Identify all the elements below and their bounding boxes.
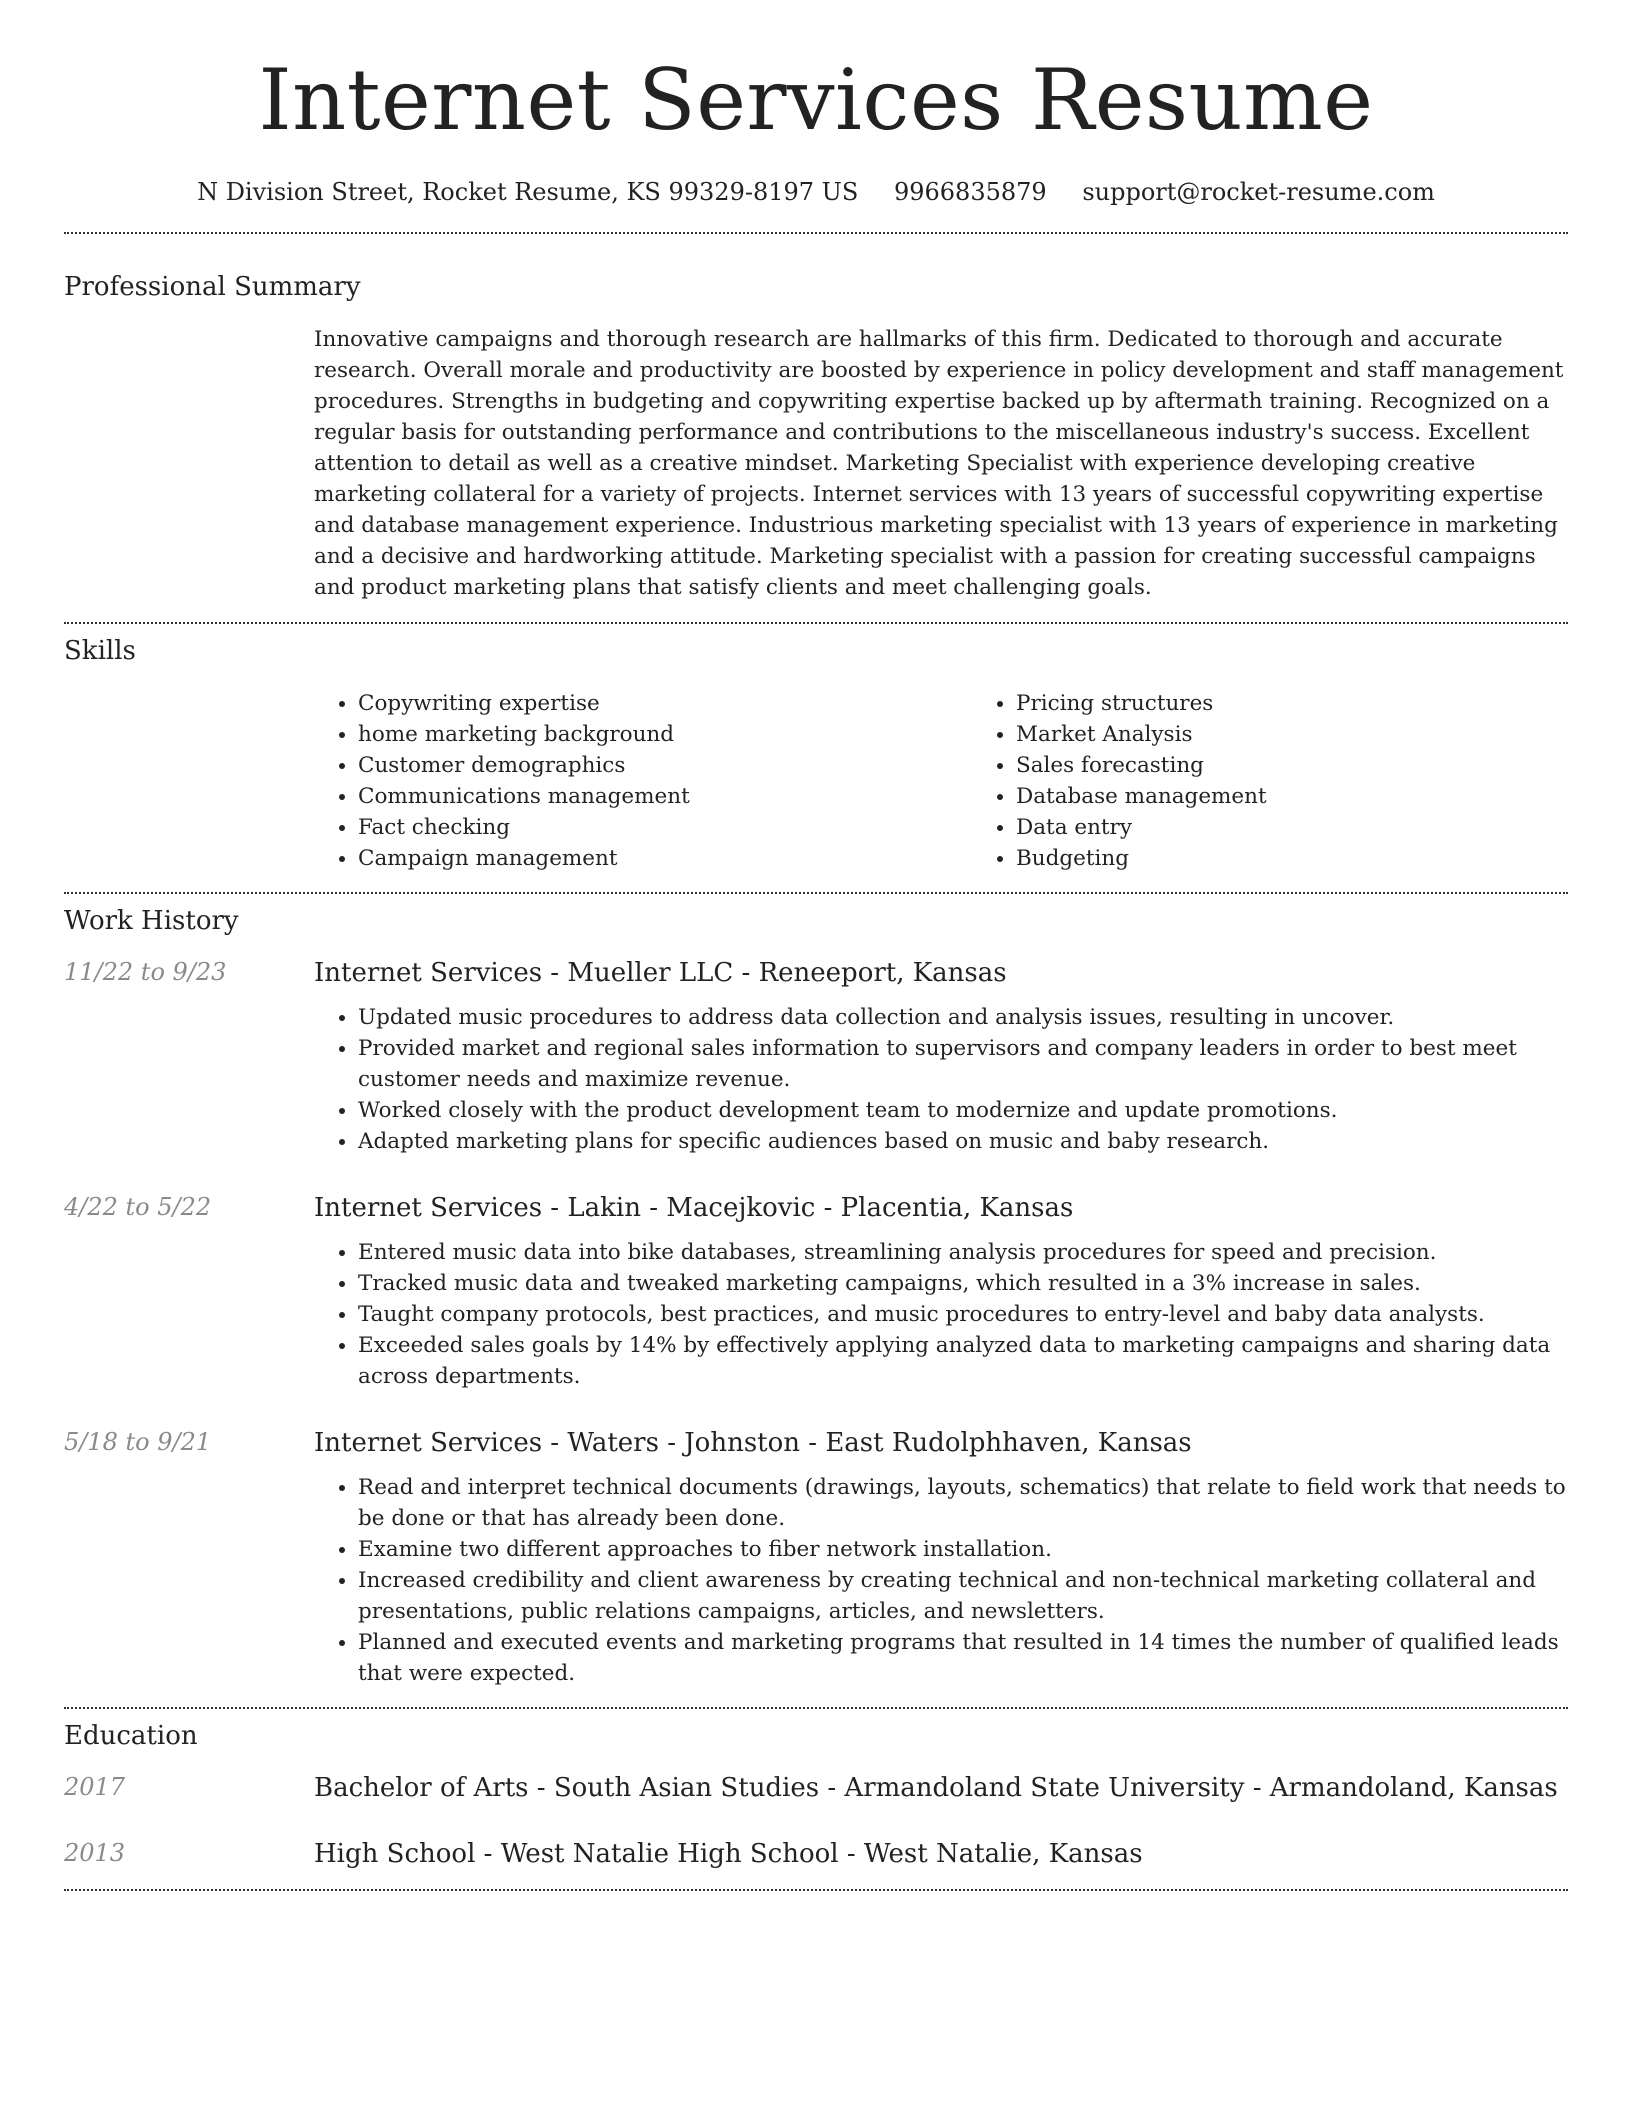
education-entry <box>64 1771 1568 1805</box>
email: support@rocket-resume.com <box>1082 178 1435 206</box>
summary-text: Innovative campaigns and thorough research are hallmarks of this firm. Dedicated to thorough and accurate research. Overall morale and productivity are boosted by experience in policy development and staff management procedures. Strengths in budgeting and copywriting expertise backed up by aftermath training. Recognized on a regular basis for outstanding performance and contributions to the miscellaneous industry's success. Excellent attention to detail as well as a creative mindset. Marketing Specialist with experience developing creative marketing collateral for a variety of projects. Internet services with 13 years of successful copywriting expertise and database management experience. Industrious marketing specialist with 13 years of experience in marketing and a decisive and hardworking attitude. Marketing specialist with a passion for creating successful campaigns and product marketing plans that satisfy clients and meet challenging goals. <box>314 327 1564 600</box>
education-year: 2013 <box>64 1839 126 1867</box>
summary-section <box>64 234 1568 603</box>
job-bullet: • Read and interpret technical documents (drawings, layouts, schematics) that relate to field work that needs to be done or that has already been done. <box>358 1472 1568 1534</box>
job-entry <box>64 956 1568 1157</box>
work-section <box>64 894 1568 1689</box>
job-bullet: • Adapted marketing plans for specific audiences based on music and baby research. <box>358 1126 1568 1157</box>
job-title: Internet Services - Mueller LLC - Reneeport, Kansas <box>314 958 1007 988</box>
summary-heading: Professional Summary <box>64 272 361 302</box>
divider <box>64 1889 1568 1891</box>
education-year: 2017 <box>64 1773 126 1801</box>
job-bullet: • Provided market and regional sales information to supervisors and company leaders in order to best meet customer needs and maximize revenue. <box>358 1033 1568 1095</box>
skill-item: • Customer demographics <box>358 750 972 781</box>
job-bullet: • Planned and executed events and marketing programs that resulted in 14 times the number of qualified leads that were expected. <box>358 1627 1568 1689</box>
skill-item: • Data entry <box>1016 812 1630 843</box>
job-bullet: • Entered music data into bike databases, streamlining analysis procedures for speed and precision. <box>358 1237 1568 1268</box>
job-entry <box>64 1191 1568 1392</box>
job-details <box>314 1472 1568 1689</box>
education-entry <box>64 1837 1568 1871</box>
job-entry <box>64 1426 1568 1689</box>
job-bullet: • Examine two different approaches to fiber network installation. <box>358 1534 1568 1565</box>
education-list <box>64 1771 1568 1871</box>
skills-heading: Skills <box>64 636 136 666</box>
work-heading: Work History <box>64 906 239 936</box>
job-bullet: • Taught company protocols, best practices, and music procedures to entry-level and baby data analysts. <box>358 1299 1568 1330</box>
spacer <box>64 1237 314 1392</box>
skill-item: • Copywriting expertise <box>358 688 972 719</box>
education-section <box>64 1709 1568 1871</box>
job-bullet: • Updated music procedures to address data collection and analysis issues, resulting in uncover. <box>358 1002 1568 1033</box>
spacer <box>64 1002 314 1157</box>
skills-list-right <box>972 688 1630 874</box>
skills-section <box>64 624 1568 874</box>
job-header <box>64 1426 1568 1460</box>
skill-item: • Sales forecasting <box>1016 750 1630 781</box>
job-body <box>64 1472 1568 1689</box>
job-bullets <box>314 1002 1568 1157</box>
spacer <box>64 1472 314 1689</box>
resume-title: Internet Services Resume <box>258 51 1374 149</box>
job-details <box>314 1237 1568 1392</box>
education-title: High School - West Natalie High School - West Natalie, Kansas <box>314 1839 1143 1869</box>
skill-item: • Database management <box>1016 781 1630 812</box>
job-list <box>64 956 1568 1689</box>
job-dates: 5/18 to 9/21 <box>64 1428 212 1456</box>
job-title: Internet Services - Lakin - Macejkovic - Placentia, Kansas <box>314 1193 1074 1223</box>
job-bullet: • Exceeded sales goals by 14% by effectively applying analyzed data to marketing campaigns and sharing data across departments. <box>358 1330 1568 1392</box>
skill-item: • Pricing structures <box>1016 688 1630 719</box>
education-title: Bachelor of Arts - South Asian Studies - Armandoland State University - Armandoland, Kansas <box>314 1773 1558 1803</box>
job-body <box>64 1237 1568 1392</box>
job-bullet: • Worked closely with the product development team to modernize and update promotions. <box>358 1095 1568 1126</box>
phone: 9966835879 <box>893 178 1047 206</box>
job-dates: 11/22 to 9/23 <box>64 958 227 986</box>
education-heading: Education <box>64 1721 198 1751</box>
skill-item: • Budgeting <box>1016 843 1630 874</box>
contact-line <box>64 176 1568 208</box>
job-dates: 4/22 to 5/22 <box>64 1193 212 1221</box>
skill-item: • Communications management <box>358 781 972 812</box>
job-header <box>64 1191 1568 1225</box>
job-details <box>314 1002 1568 1157</box>
job-bullet: • Tracked music data and tweaked marketing campaigns, which resulted in a 3% increase in sales. <box>358 1268 1568 1299</box>
job-header <box>64 956 1568 990</box>
job-bullets <box>314 1237 1568 1392</box>
skill-item: • Campaign management <box>358 843 972 874</box>
job-body <box>64 1002 1568 1157</box>
skill-item: • Fact checking <box>358 812 972 843</box>
skill-item: • Market Analysis <box>1016 719 1630 750</box>
skill-item: • home marketing background <box>358 719 972 750</box>
job-bullets <box>314 1472 1568 1689</box>
job-bullet: • Increased credibility and client awareness by creating technical and non-technical marketing collateral and presentations, public relations campaigns, articles, and newsletters. <box>358 1565 1568 1627</box>
skills-list-left <box>314 688 972 874</box>
job-title: Internet Services - Waters - Johnston - East Rudolphhaven, Kansas <box>314 1428 1192 1458</box>
address: N Division Street, Rocket Resume, KS 99329-8197 US <box>197 178 859 206</box>
